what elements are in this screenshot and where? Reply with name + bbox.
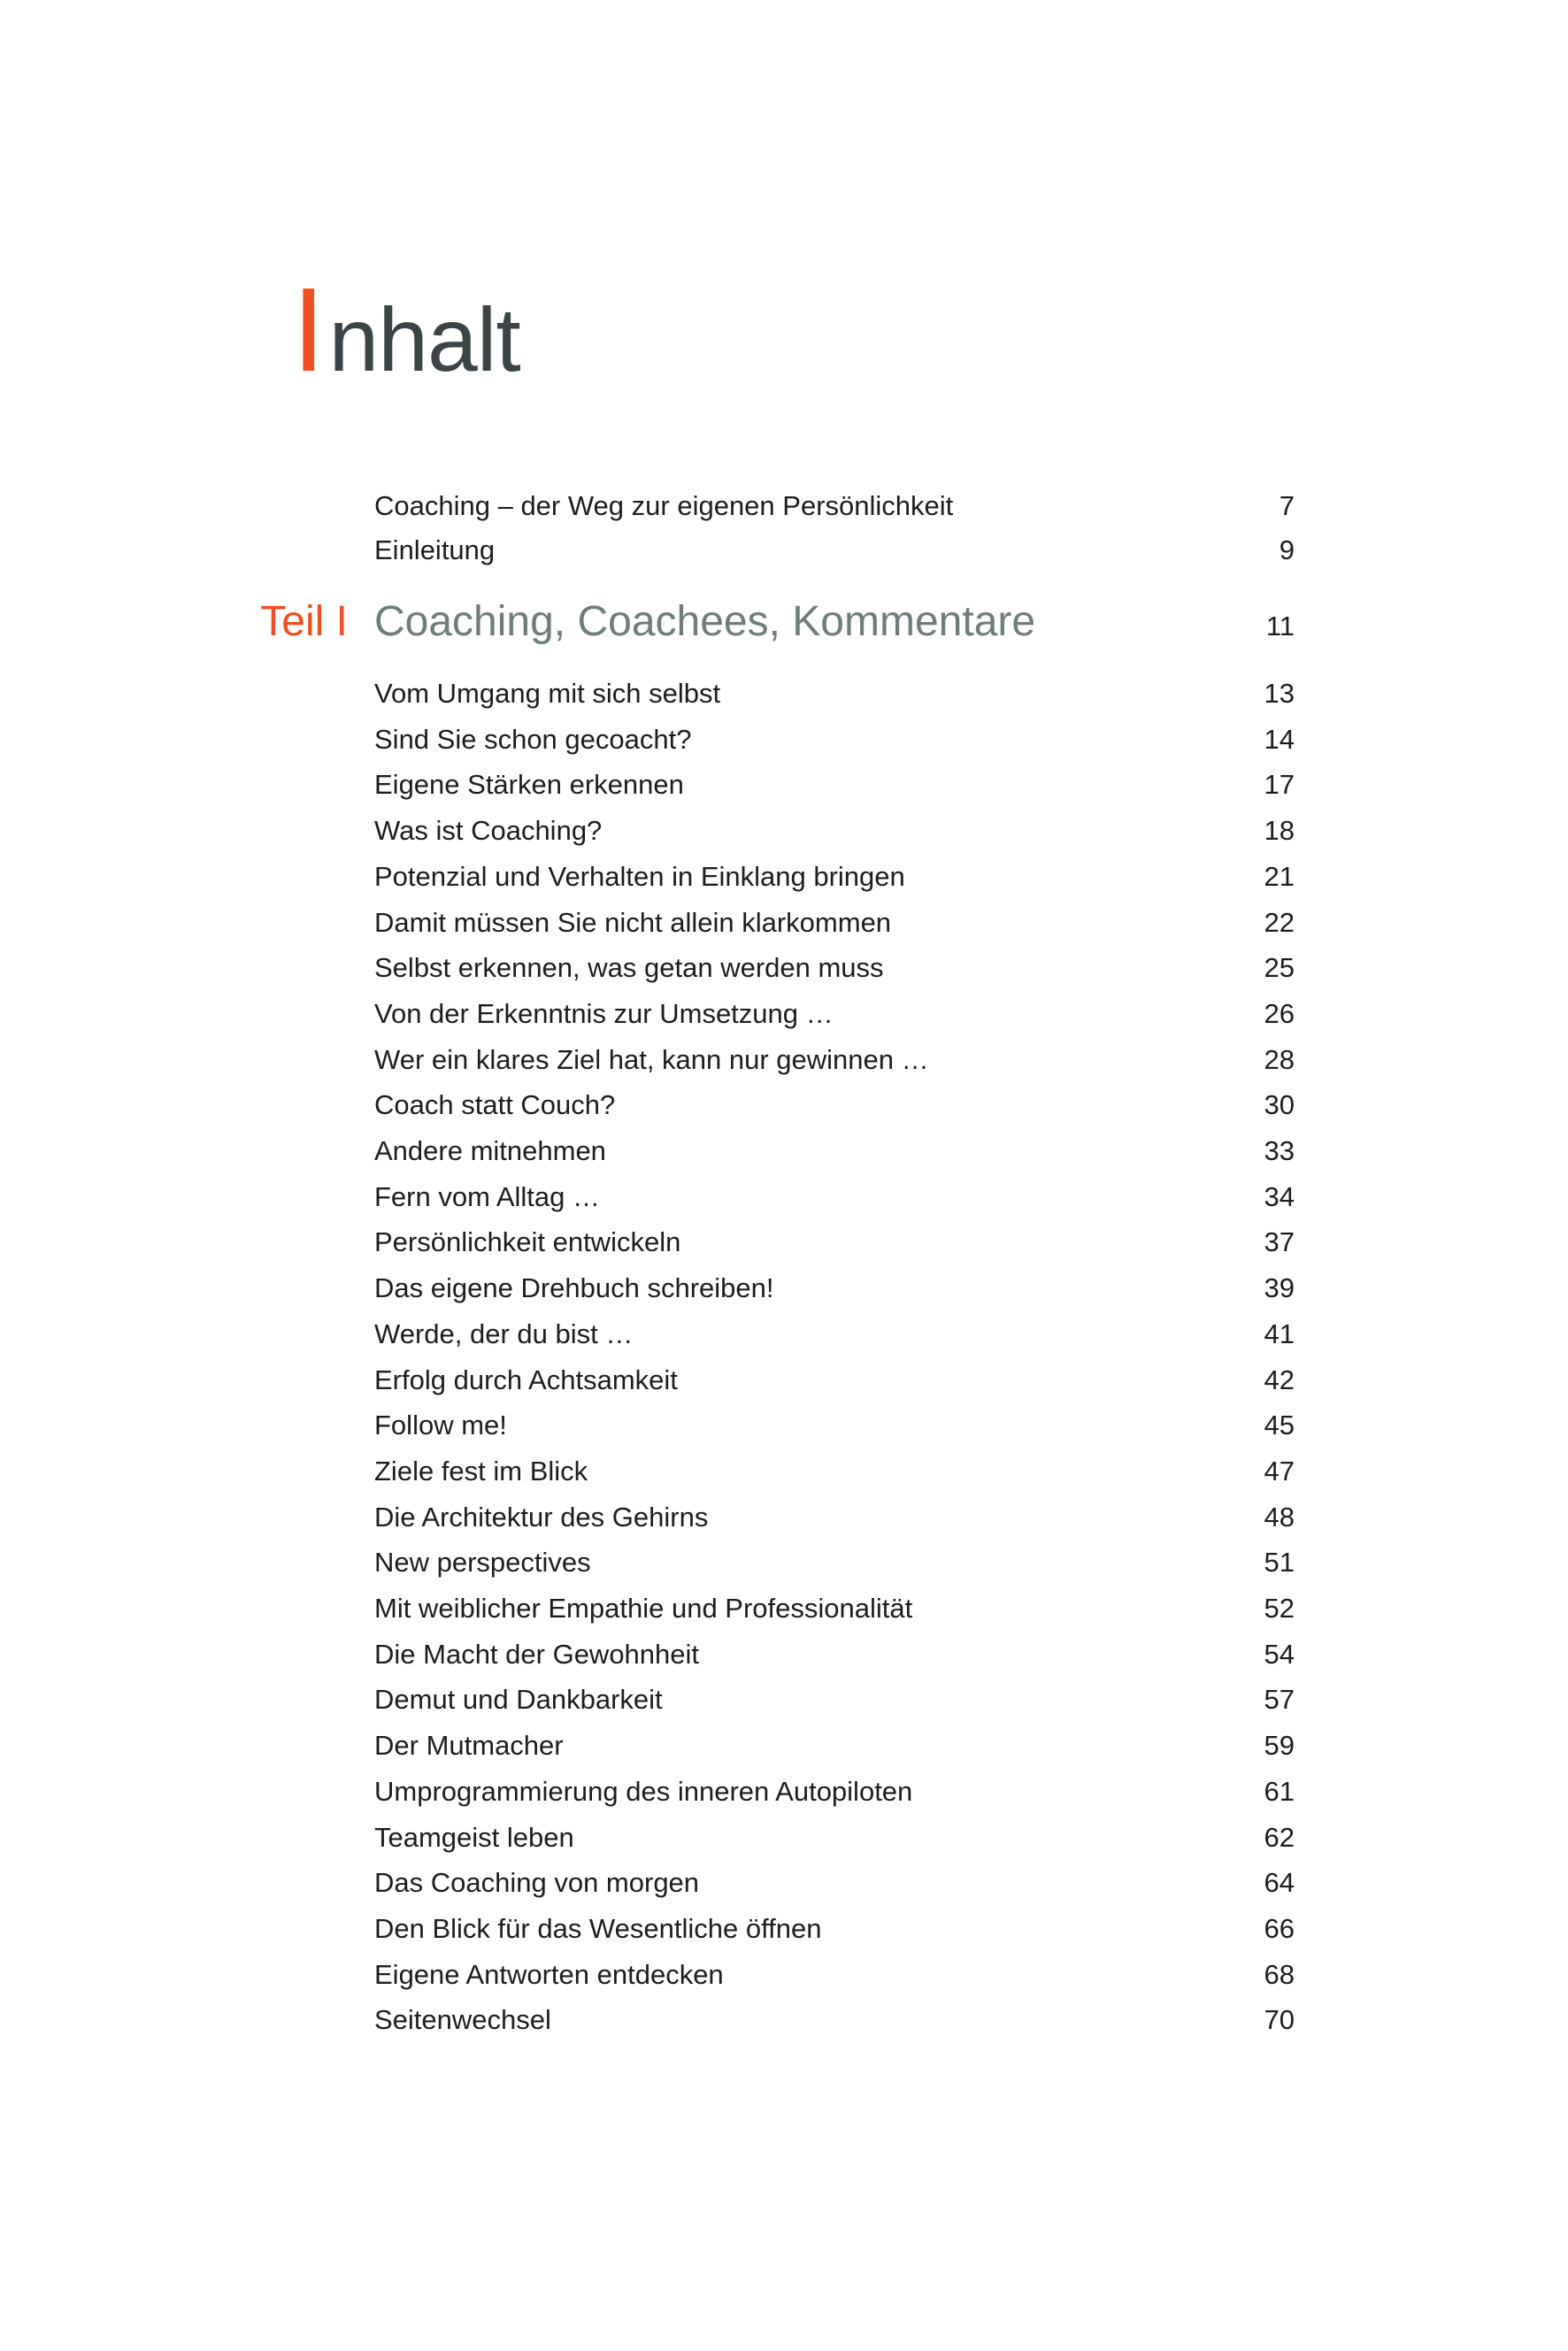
toc-entry-title: Erfolg durch Achtsamkeit (374, 1364, 678, 1395)
toc-entry-page: 48 (1264, 1501, 1295, 1533)
toc-section-row (260, 597, 1295, 651)
toc-entry-title: Follow me! (374, 1410, 507, 1441)
page-title-initial: I (292, 263, 325, 396)
toc-entry-page: 7 (1279, 490, 1295, 521)
toc-entry-title: Was ist Coaching? (374, 815, 603, 847)
toc-entry-page: 21 (1264, 860, 1295, 892)
toc-entry-title: Vom Umgang mit sich selbst (374, 678, 721, 709)
toc-entry-title: Damit müssen Sie nicht allein klarkommen (374, 906, 892, 938)
toc-entry-title: Seitenwechsel (374, 2004, 551, 2036)
toc-row (374, 1769, 1295, 1815)
toc-row (374, 528, 1295, 572)
toc-entry-page: 26 (1264, 997, 1295, 1029)
toc-row (374, 1082, 1295, 1128)
page-title-rest: nhalt (328, 289, 520, 390)
toc-entry-page: 57 (1264, 1684, 1295, 1716)
toc-entry-page: 52 (1264, 1593, 1295, 1625)
toc-row (374, 991, 1295, 1037)
toc-entry-page: 41 (1264, 1318, 1295, 1349)
toc-entry-title: Von der Erkenntnis zur Umsetzung … (374, 997, 834, 1029)
table-of-contents (260, 484, 1295, 2043)
toc-entry-page: 42 (1264, 1364, 1295, 1395)
toc-entry-title: Eigene Stärken erkennen (374, 769, 684, 801)
toc-row (374, 1311, 1295, 1357)
toc-row (374, 1952, 1295, 1998)
toc-row (374, 854, 1295, 900)
toc-entry-page: 64 (1264, 1867, 1295, 1899)
toc-entry-page: 9 (1279, 534, 1295, 565)
toc-entry-page: 14 (1264, 723, 1295, 755)
toc-row (374, 1815, 1295, 1861)
toc-entry-title: Wer ein klares Ziel hat, kann nur gewinnen … (374, 1043, 929, 1075)
toc-row (374, 1906, 1295, 1952)
section-title: Coaching, Coachees, Kommentare (374, 598, 1036, 645)
toc-entry-title: Die Macht der Gewohnheit (374, 1638, 700, 1670)
toc-entry-page: 61 (1264, 1775, 1295, 1807)
toc-entry-title: Teamgeist leben (374, 1821, 574, 1853)
toc-row (374, 1357, 1295, 1403)
toc-row (374, 1219, 1295, 1265)
toc-row (374, 900, 1295, 946)
toc-entry-title: Der Mutmacher (374, 1730, 564, 1762)
toc-entry-title: Das Coaching von morgen (374, 1867, 700, 1899)
toc-entry-page: 62 (1264, 1821, 1295, 1853)
toc-entry-title: Demut und Dankbarkeit (374, 1684, 663, 1716)
toc-entry-page: 68 (1264, 1958, 1295, 1990)
toc-entry-title: Die Architektur des Gehirns (374, 1501, 709, 1533)
section-page: 11 (1265, 611, 1295, 642)
toc-entry-page: 13 (1264, 678, 1295, 709)
toc-row (374, 1402, 1295, 1448)
toc-entry-page: 54 (1264, 1638, 1295, 1670)
toc-entry-title: Persönlichkeit entwickeln (374, 1226, 681, 1258)
toc-row (374, 1037, 1295, 1083)
toc-entry-page: 51 (1264, 1547, 1295, 1579)
toc-entry-page: 37 (1264, 1226, 1295, 1258)
toc-entry-title: Andere mitnehmen (374, 1135, 606, 1167)
toc-row (374, 1632, 1295, 1678)
toc-entry-title: Selbst erkennen, was getan werden muss (374, 952, 884, 984)
toc-row (374, 717, 1295, 763)
toc-row (374, 1586, 1295, 1632)
toc-row (374, 1723, 1295, 1769)
toc-row (374, 1997, 1295, 2043)
toc-row (374, 1540, 1295, 1586)
toc-entry-page: 34 (1264, 1180, 1295, 1212)
toc-entries (374, 671, 1295, 2043)
page-title (292, 263, 520, 396)
toc-row (374, 1494, 1295, 1540)
toc-entry-page: 28 (1264, 1043, 1295, 1075)
section-label: Teil I (260, 598, 348, 645)
toc-entry-page: 45 (1264, 1410, 1295, 1441)
toc-entry-title: Ziele fest im Blick (374, 1455, 588, 1487)
toc-entry-page: 59 (1264, 1730, 1295, 1762)
toc-entry-page: 30 (1264, 1089, 1295, 1121)
toc-entry-title: Werde, der du bist … (374, 1318, 634, 1349)
toc-row (374, 1265, 1295, 1311)
toc-entry-title: Den Blick für das Wesentliche öffnen (374, 1912, 822, 1944)
toc-row (374, 945, 1295, 991)
toc-entry-page: 17 (1264, 769, 1295, 801)
toc-entry-page: 39 (1264, 1272, 1295, 1304)
toc-row (374, 1677, 1295, 1723)
toc-entry-title: Fern vom Alltag … (374, 1180, 600, 1212)
toc-entry-title: Sind Sie schon gecoacht? (374, 723, 692, 755)
toc-row (374, 1860, 1295, 1906)
toc-entry-page: 18 (1264, 815, 1295, 847)
toc-row (374, 484, 1295, 528)
toc-row (374, 1174, 1295, 1220)
toc-entry-page: 47 (1264, 1455, 1295, 1487)
toc-entry-page: 70 (1264, 2004, 1295, 2036)
toc-entry-title: Potenzial und Verhalten in Einklang bringen (374, 860, 905, 892)
toc-entry-title: Coaching – der Weg zur eigenen Persönlichkeit (374, 490, 954, 521)
toc-entry-title: Umprogrammierung des inneren Autopiloten (374, 1775, 913, 1807)
toc-entry-title: Einleitung (374, 534, 496, 565)
toc-entry-title: Eigene Antworten entdecken (374, 1958, 724, 1990)
toc-row (374, 671, 1295, 717)
toc-row (374, 808, 1295, 854)
toc-entry-title: New perspectives (374, 1547, 591, 1579)
toc-entry-page: 33 (1264, 1135, 1295, 1167)
toc-row (374, 762, 1295, 808)
toc-entry-title: Mit weiblicher Empathie und Professionalität (374, 1593, 913, 1625)
toc-entry-title: Coach statt Couch? (374, 1089, 616, 1121)
toc-entry-title: Das eigene Drehbuch schreiben! (374, 1272, 774, 1304)
toc-entry-page: 66 (1264, 1912, 1295, 1944)
toc-entry-page: 25 (1264, 952, 1295, 984)
toc-entry-page: 22 (1264, 906, 1295, 938)
toc-row (374, 1448, 1295, 1494)
toc-row (374, 1128, 1295, 1174)
